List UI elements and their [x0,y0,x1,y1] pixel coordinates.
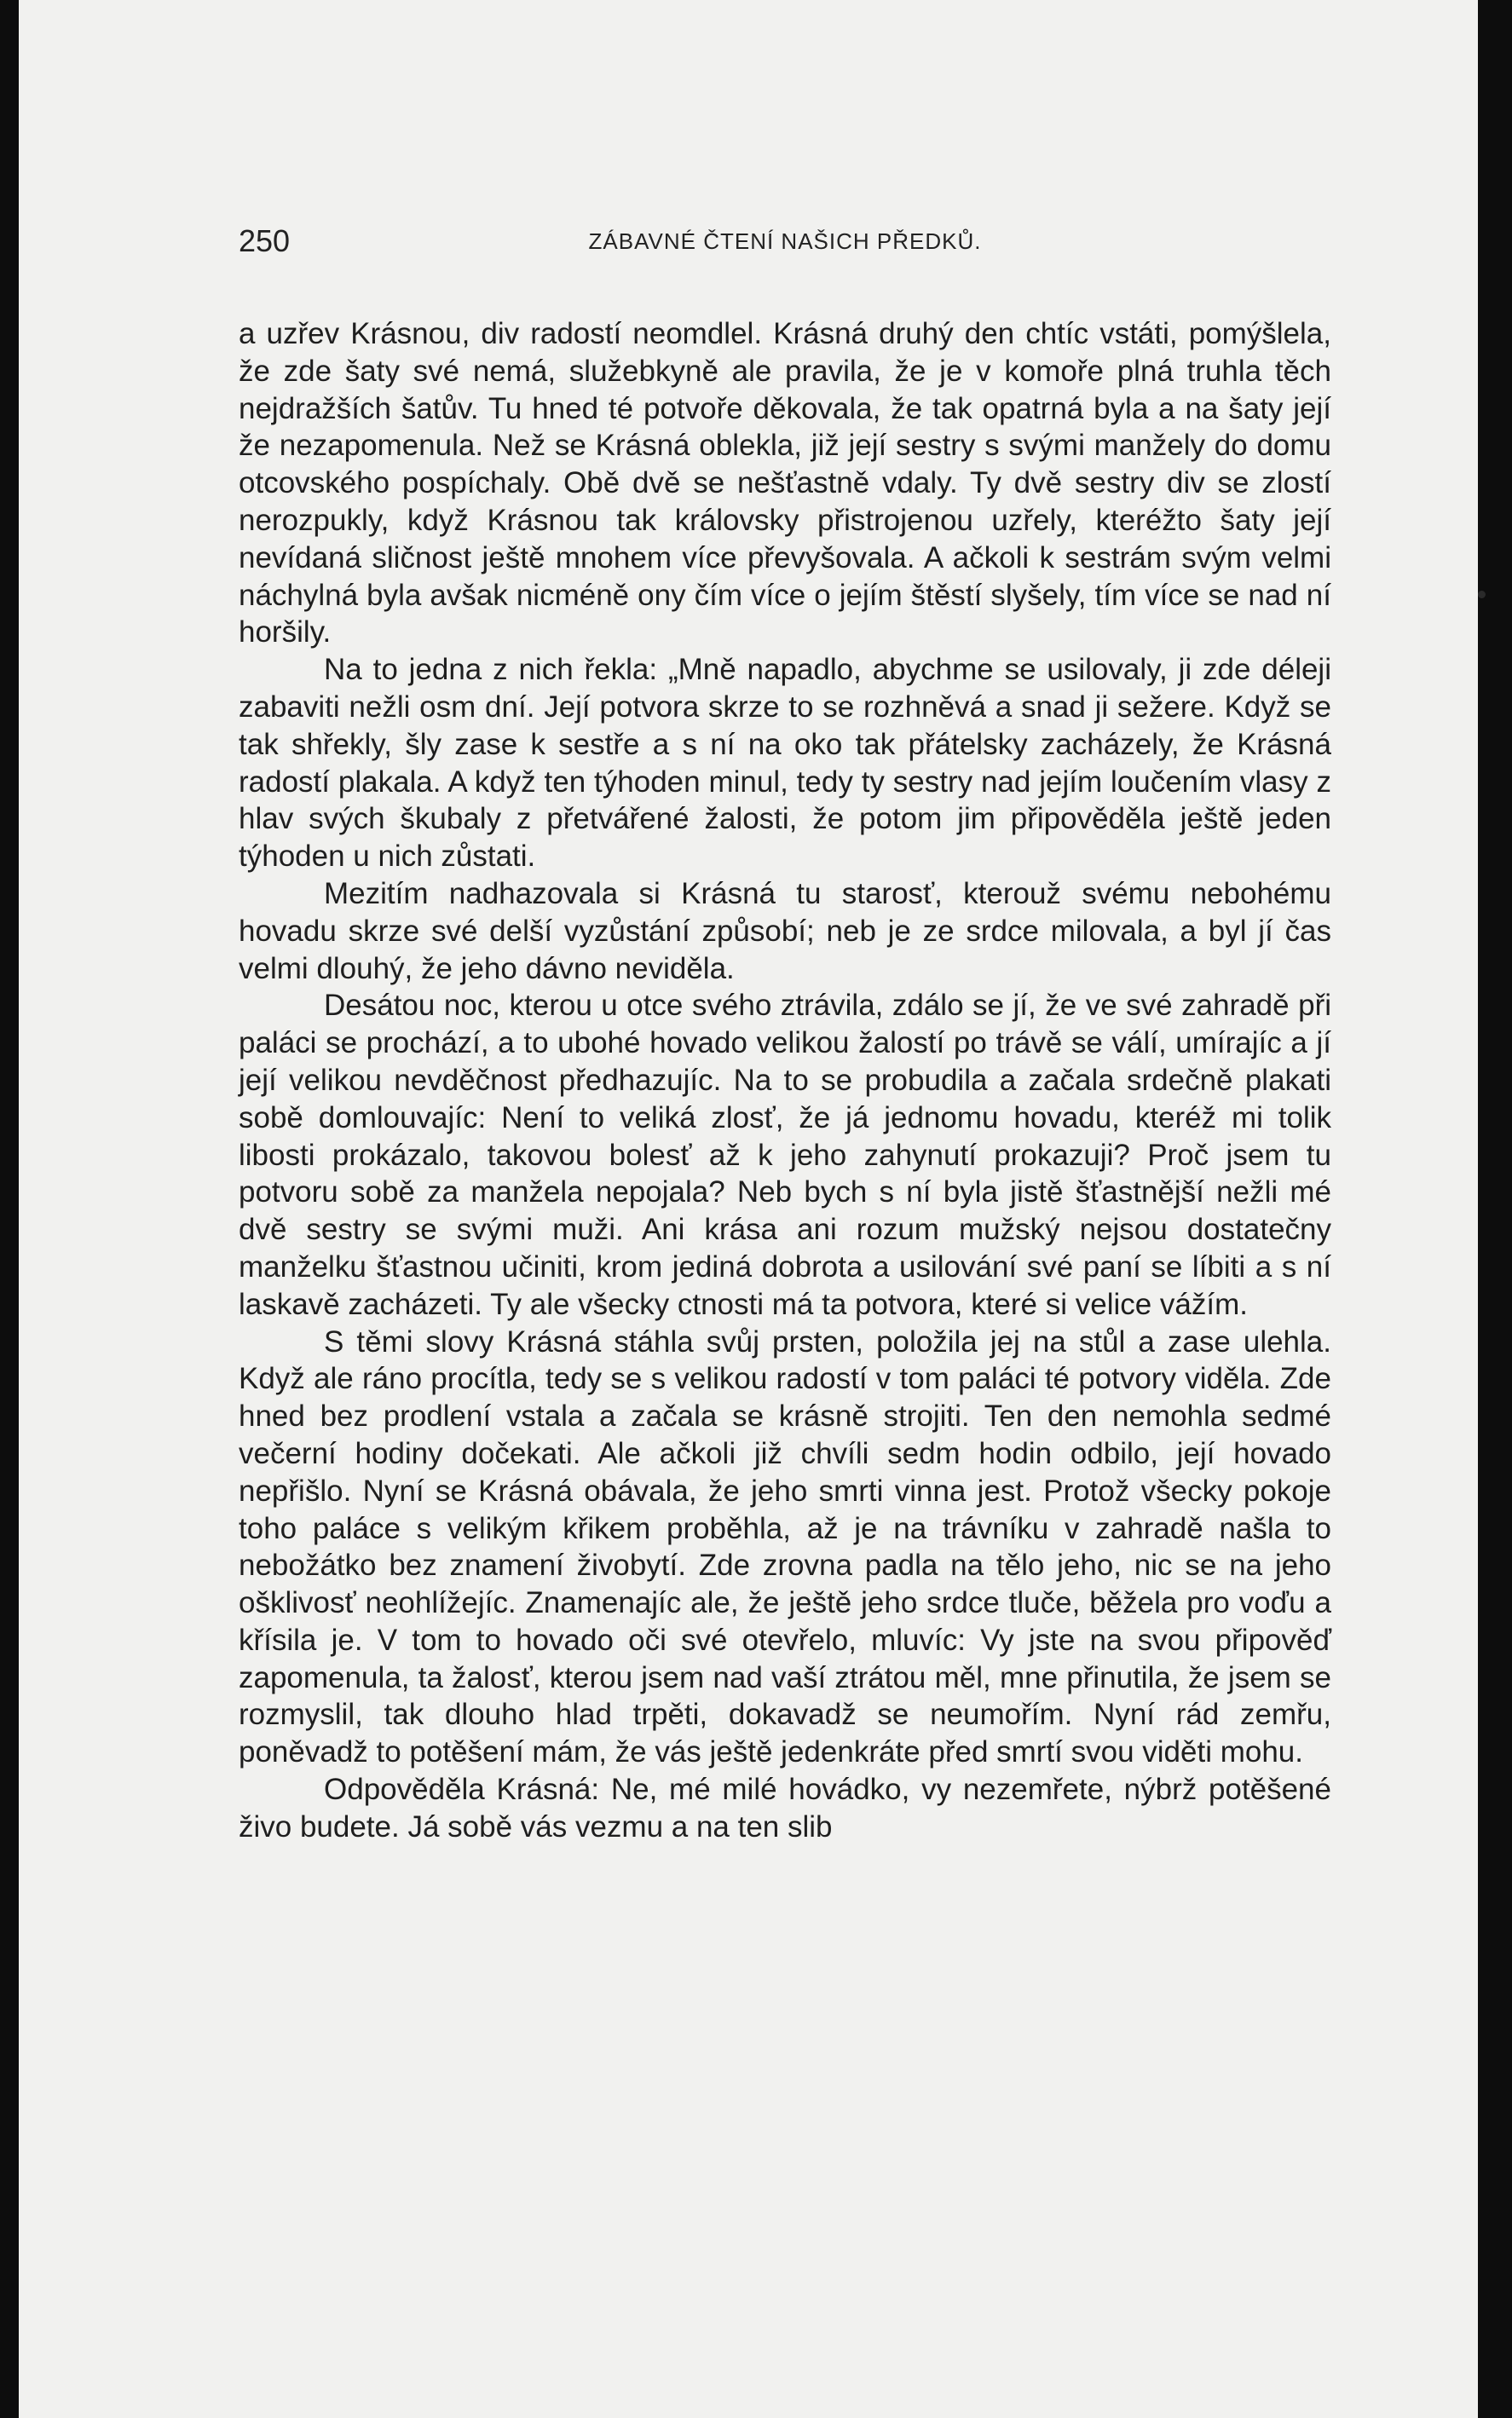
paragraph-6: Odpověděla Krásná: Ne, mé milé hovádko, vy nezemřete, nýbrž potěšené živo budete. Já sobě vás vezmu a na ten slib [239,1773,1331,1844]
paragraph-4: Desátou noc, kterou u otce svého ztrávila, zdálo se jí, že ve své zahradě při paláci se prochází, a to ubohé hovado velikou žalostí po trávě se válí, umírajíc a jí její velikou nevděčnost předhazujíc. Na to se probudila a začala srdečně plakati sobě domlouvajíc: Není to veliká zlosť, že já jednomu hovadu, kteréž mi tolik libosti prokázalo, takovou bolesť až k jeho zahynutí prokazuji? Proč jsem tu potvoru sobě za manžela nepojala? Neb bych s ní byla jistě šťastnější nežli mé dvě sestry se svými muži. Ani krása ani rozum mužský nejsou dostatečny manželku šťastnou učiniti, krom jediná dobrota a usilování své paní se líbiti a s ní laskavě zacházeti. Ty ale všecky ctnosti má ta potvora, které si velice vážím. [239,989,1331,1321]
page-number: 250 [239,223,291,258]
margin-dot [1478,591,1486,598]
paragraph-3: Mezitím nadhazovala si Krásná tu starosť, kterouž svému nebohému hovadu skrze své delší vyzůstání způsobí; neb je ze srdce milovala, a byl jí čas velmi dlouhý, že jeho dávno neviděla. [239,876,1331,985]
paragraph-5: S těmi slovy Krásná stáhla svůj prsten, položila jej na stůl a zase ulehla. Když ale ráno procítla, tedy se s velikou radostí v tom paláci té potvory viděla. Zde hned bez prodlení vstala a začala se krásně strojiti. Ten den nemohla sedmé večerní hodiny dočekati. Ale ačkoli již chvíli sedm hodin odbilo, její hovado nepřišlo. Nyní se Krásná obávala, že jeho smrti vinna jest. Protož všecky pokoje toho paláce s velikým křikem proběhla, až je na trávníku v zahradě našla to nebožátko bez znamení živobytí. Zde zrovna padla na tělo jeho, nic se na jeho ošklivosť neohlížejíc. Znamenajíc ale, že ještě jeho srdce tluče, běžela pro voďu a křísila je. V tom to hovado oči své otevřelo, mluvíc: Vy jste na svou připověď zapomenula, ta žalosť, kterou jsem nad vaší ztrátou měl, mne přinutila, že jsem se rozmyslil, tak dlouho hlad trpěti, dokavadž se neumořím. Nyní rád zemřu, poněvadž to potěšení mám, že vás ještě jedenkráte před smrtí svou viděti mohu. [239,1324,1331,1769]
book-page [19,0,1478,2418]
header-title: ZÁBAVNÉ ČTENÍ NAŠICH PŘEDKŮ. [588,228,982,254]
paragraph-2: Na to jedna z nich řekla: „Mně napadlo, abychme se usilovaly, ji zde déleji zabaviti nežli osm dní. Její potvora skrze to se rozhněvá a snad ji sežere. Když se tak shřekly, šly zase k sestře a s ní na oko tak přátelsky zacházely, že Krásná radostí plakala. A když ten týhoden minul, tedy ty sestry nad jejím loučením vlasy z hlav svých škubaly z přetvářené žalosti, že potom jim připověděla ještě jeden týhoden u nich zůstati. [239,653,1331,874]
paragraph-1: a uzřev Krásnou, div radostí neomdlel. Krásná druhý den chtíc vstáti, pomýšlela, že zde šaty své nemá, služebkyně ale pravila, že je v komoře plná truhla těch nejdražších šatův. Tu hned té potvoře děkovala, že tak opatrná byla a na šaty její že nezapomenula. Než se Krásná oblekla, již její sestry s svými manžely do domu otcovského pospíchaly. Obě dvě se nešťastně vdaly. Ty dvě sestry div se zlostí nerozpukly, když Krásnou tak královsky přistrojenou uzřely, kteréžto šaty její nevídaná sličnost ještě mnohem více převyšovala. A ačkoli k sestrám svým velmi náchylná byla avšak nicméně ony čím více o jejím štěstí slyšely, tím více se nad ní horšily. [239,317,1331,649]
body-text [239,315,1331,1846]
running-head [239,223,1331,266]
